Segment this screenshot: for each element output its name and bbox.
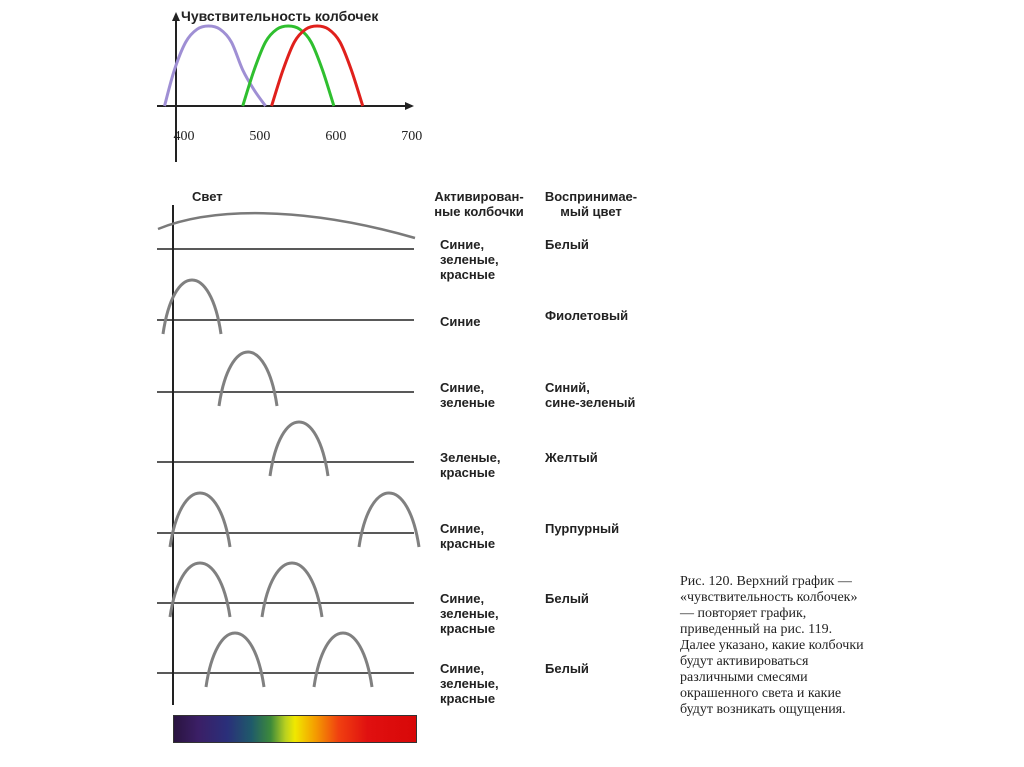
x-tick-label: 500 xyxy=(249,129,271,144)
row-perceived-color: Белый xyxy=(545,591,589,606)
light-mixtures-diagram xyxy=(0,0,430,767)
row-activated-cones: Синие, зеленые, красные xyxy=(440,237,499,282)
row-activated-cones: Синие, зеленые, красные xyxy=(440,591,499,636)
figure-caption: Рис. 120. Верхний график — «чувствительность колбочек» — повторяет график, приведенный на рис. 119. Далее указано, какие колбочки будут активироваться различными смесями окрашенного света и какие будут возникать ощущения. xyxy=(680,574,864,717)
row-perceived-color: Белый xyxy=(545,661,589,676)
header-perceived-color: Воспринимае- мый цвет xyxy=(544,189,638,219)
white-light-curve xyxy=(158,213,415,238)
row-activated-cones: Синие, красные xyxy=(440,521,496,551)
color-spectrum-bar xyxy=(173,715,417,743)
light-peak-curve xyxy=(270,422,328,476)
light-peak-curve xyxy=(359,493,419,547)
row-perceived-color: Желтый xyxy=(545,450,598,465)
x-tick-label: 700 xyxy=(401,129,423,144)
light-peak-curve xyxy=(163,280,221,334)
header-activated-cones: Активирован- ные колбочки xyxy=(434,189,524,219)
row-perceived-color: Белый xyxy=(545,237,589,252)
light-peak-curve xyxy=(314,633,372,687)
light-peak-curve xyxy=(170,563,230,617)
header-light: Свет xyxy=(192,189,223,204)
chart-title: Чувствительность колбочек xyxy=(181,8,379,24)
x-tick-label: 600 xyxy=(325,129,347,144)
x-tick-label: 400 xyxy=(173,129,195,144)
row-perceived-color: Синий, сине-зеленый xyxy=(545,380,636,410)
row-activated-cones: Синие xyxy=(440,314,481,329)
light-peak-curve xyxy=(262,563,322,617)
row-perceived-color: Пурпурный xyxy=(545,521,620,536)
light-peak-curve xyxy=(206,633,264,687)
row-activated-cones: Зеленые, красные xyxy=(440,450,501,480)
light-peak-curve xyxy=(219,352,277,406)
row-activated-cones: Синие, зеленые, красные xyxy=(440,661,499,706)
row-perceived-color: Фиолетовый xyxy=(545,308,629,323)
row-activated-cones: Синие, зеленые xyxy=(440,380,496,410)
light-peak-curve xyxy=(170,493,230,547)
